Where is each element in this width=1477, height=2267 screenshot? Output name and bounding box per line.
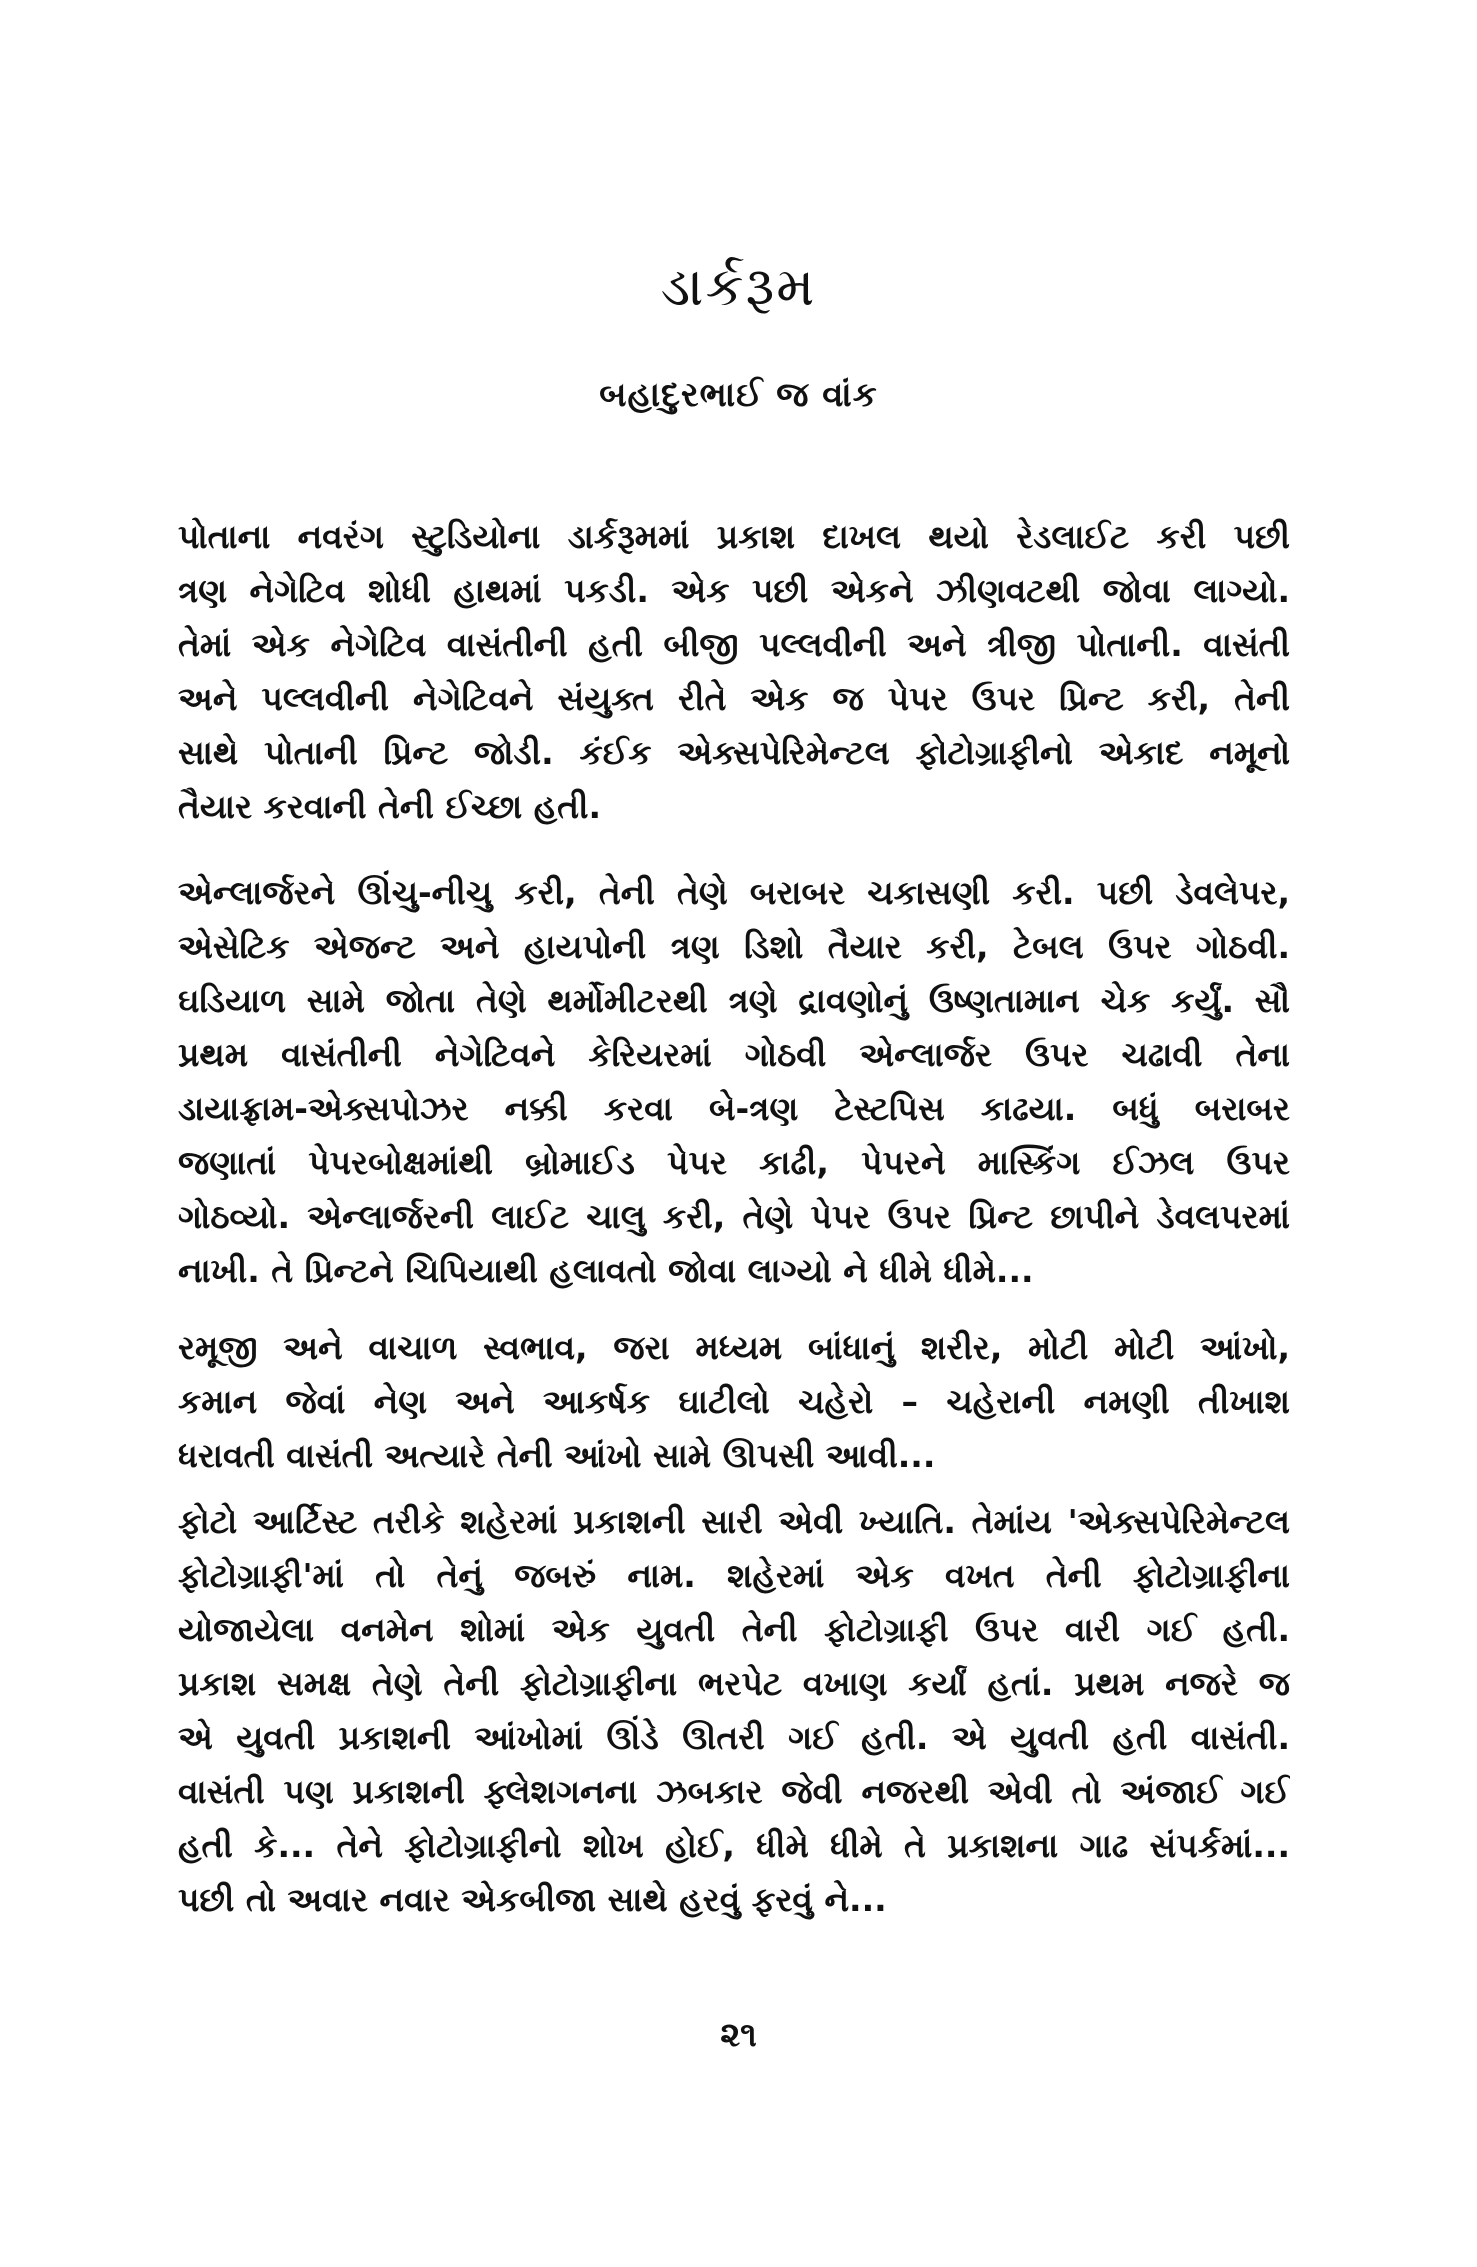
text-line: જણાતાં પેપરબોક્ષમાંથી બ્રોમાઈડ પેપર કાઢી, પેપરને માસ્કિંગ ઈઝલ ઉપર [178,1143,1290,1182]
text-line: નાખી. તે પ્રિન્ટને ચિપિયાથી હલાવતો જોવા લાગ્યો ને ધીમે ધીમે... [178,1251,1034,1290]
text-line: એસેટિક એજન્ટ અને હાયપોની ત્રણ ડિશો તૈયાર કરી, ટેબલ ઉપર ગોઠવી. [178,927,1290,966]
text-line: ત્રણ નેગેટિવ શોધી હાથમાં પકડી. એક પછી એકને ઝીણવટથી જોવા લાગ્યો. [178,571,1290,610]
text-line: ડાયાફ્રામ-એક્સપોઝર નક્કી કરવા બે-ત્રણ ટેસ્ટપિસ કાઢયા. બધું બરાબર [178,1089,1290,1128]
text-line: ફોટો આર્ટિસ્ટ તરીકે શહેરમાં પ્રકાશની સારી એવી ખ્યાતિ. તેમાંય 'એક્સપેરિમેન્ટલ [178,1502,1290,1541]
author-name: બહાદુરભાઈ જ વાંક [599,375,878,415]
text-line: કમાન જેવાં નેણ અને આકર્ષક ઘાટીલો ચહેરો – ચહેરાની નમણી તીખાશ [178,1382,1290,1421]
paragraph [178,510,1290,834]
text-line: એન્લાર્જરને ઊંચુ-નીચુ કરી, તેની તેણે બરાબર ચકાસણી કરી. પછી ડેવલેપર, [178,873,1290,912]
text-line: અને પલ્લવીની નેગેટિવને સંયુક્ત રીતે એક જ પેપર ઉપર પ્રિન્ટ કરી, તેની [178,679,1290,718]
text-line: તૈયાર કરવાની તેની ઈચ્છા હતી. [178,787,602,826]
text-line: વાસંતી પણ પ્રકાશની ફ્લેશગનના ઝબકાર જેવી નજરથી એવી તો અંજાઈ ગઈ [178,1772,1290,1811]
text-line: સાથે પોતાની પ્રિન્ટ જોડી. કંઈક એક્સપેરિમેન્ટલ ફોટોગ્રાફીનો એકાદ નમૂનો [178,733,1290,772]
text-line: પછી તો અવાર નવાર એકબીજા સાથે હરવું ફરવું ને... [178,1880,887,1919]
page-number: ૨૧ [720,2015,757,2055]
text-line: ફોટોગ્રાફી'માં તો તેનું જબરું નામ. શહેરમાં એક વખત તેની ફોટોગ્રાફીના [178,1556,1290,1595]
text-line: યોજાયેલા વનમેન શોમાં એક યુવતી તેની ફોટોગ્રાફી ઉપર વારી ગઈ હતી. [178,1610,1290,1649]
text-line: તેમાં એક નેગેટિવ વાસંતીની હતી બીજી પલ્લવીની અને ત્રીજી પોતાની. વાસંતી [178,625,1290,664]
text-line: ગોઠવ્યો. એન્લાર્જરની લાઈટ ચાલુ કરી, તેણે પેપર ઉપર પ્રિન્ટ છાપીને ડેવલપરમાં [178,1197,1290,1236]
text-line: હતી કે... તેને ફોટોગ્રાફીનો શોખ હોઈ, ધીમે ધીમે તે પ્રકાશના ગાઢ સંપર્કમાં... [178,1826,1290,1865]
text-line: રમૂજી અને વાચાળ સ્વભાવ, જરા મધ્યમ બાંધાનું શરીર, મોટી મોટી આંખો, [178,1328,1290,1367]
text-line: એ યુવતી પ્રકાશની આંખોમાં ઊંડે ઊતરી ગઈ હતી. એ યુવતી હતી વાસંતી. [178,1718,1290,1757]
text-line: ઘડિયાળ સામે જોતા તેણે થર્મોમીટરથી ત્રણે દ્રાવણોનું ઉષ્ણતામાન ચેક કર્યું. સૌ [178,981,1290,1020]
text-line: પોતાના નવરંગ સ્ટુડિયોના ડાર્કરૂમમાં પ્રકાશ દાખલ થયો રેડલાઈટ કરી પછી [178,517,1290,556]
paragraph [178,866,1290,1298]
text-line: પ્રથમ વાસંતીની નેગેટિવને કેરિયરમાં ગોઠવી એન્લાર્જર ઉપર ચઢાવી તેના [178,1035,1290,1074]
paragraph [178,1321,1290,1483]
text-line: પ્રકાશ સમક્ષ તેણે તેની ફોટોગ્રાફીના ભરપેટ વખાણ કર્યાં હતાં. પ્રથમ નજરે જ [178,1664,1290,1703]
story-title: ડાર્કરૂમ [660,255,817,318]
paragraph [178,1495,1290,1927]
text-line: ધરાવતી વાસંતી અત્યારે તેની આંખો સામે ઊપસી આવી... [178,1436,936,1475]
